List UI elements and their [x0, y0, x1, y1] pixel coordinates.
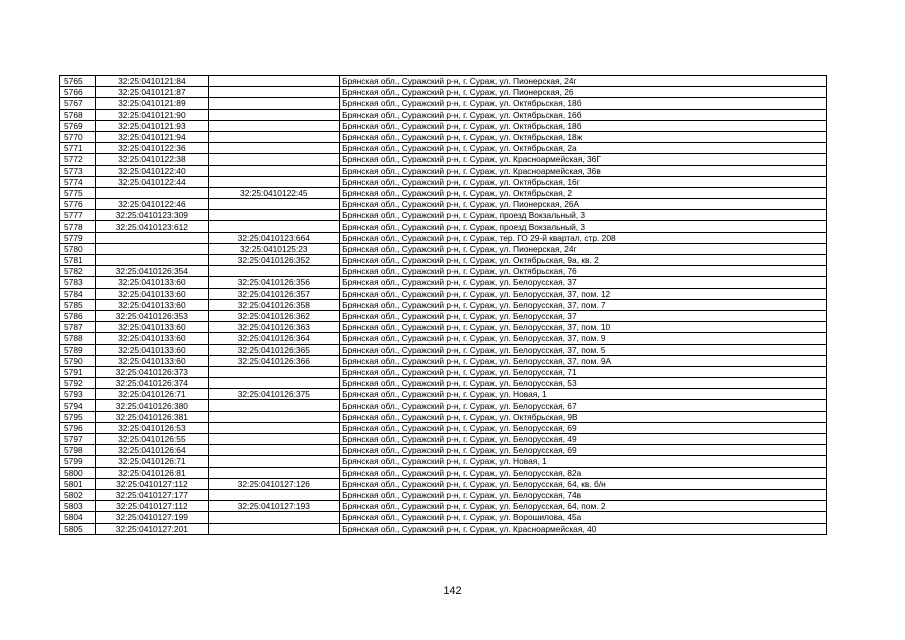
- address-cell: Брянская обл., Суражский р-н, г. Сураж, ул. Белорусская, 37, пом. 9А: [340, 355, 827, 366]
- cadastral-number-cell: 32:25:0410133:60: [96, 288, 208, 299]
- table-row: [60, 76, 827, 87]
- table-row: [60, 87, 827, 98]
- cadastral-number-cell: 32:25:0410123:612: [96, 221, 208, 232]
- row-number-cell: 5796: [60, 422, 96, 433]
- address-cell: Брянская обл., Суражский р-н, г. Сураж, ул. Белорусская, 37, пом. 7: [340, 299, 827, 310]
- cadastral-number-cell: [96, 243, 208, 254]
- table-row: [60, 243, 827, 254]
- row-number-cell: 5779: [60, 232, 96, 243]
- row-number-cell: 5805: [60, 523, 96, 534]
- linked-cadastral-number-cell: 32:25:0410126:358: [208, 299, 340, 310]
- linked-cadastral-number-cell: 32:25:0410122:45: [208, 187, 340, 198]
- address-cell: Брянская обл., Суражский р-н, г. Сураж, ул. Красноармейская, 36в: [340, 165, 827, 176]
- row-number-cell: 5791: [60, 366, 96, 377]
- linked-cadastral-number-cell: [208, 456, 340, 467]
- row-number-cell: 5798: [60, 445, 96, 456]
- linked-cadastral-number-cell: [208, 366, 340, 377]
- row-number-cell: 5765: [60, 76, 96, 87]
- table-row: [60, 434, 827, 445]
- address-cell: Брянская обл., Суражский р-н, г. Сураж, ул. Белорусская, 69: [340, 445, 827, 456]
- address-cell: Брянская обл., Суражский р-н, г. Сураж, ул. Белорусская, 64, кв. б/н: [340, 478, 827, 489]
- row-number-cell: 5782: [60, 266, 96, 277]
- row-number-cell: 5793: [60, 389, 96, 400]
- cadastral-number-cell: 32:25:0410127:112: [96, 501, 208, 512]
- linked-cadastral-number-cell: [208, 467, 340, 478]
- row-number-cell: 5801: [60, 478, 96, 489]
- cadastral-number-cell: 32:25:0410121:89: [96, 98, 208, 109]
- linked-cadastral-number-cell: [208, 445, 340, 456]
- address-cell: Брянская обл., Суражский р-н, г. Сураж, ул. Октябрьская, 2а: [340, 143, 827, 154]
- linked-cadastral-number-cell: [208, 87, 340, 98]
- row-number-cell: 5780: [60, 243, 96, 254]
- row-number-cell: 5792: [60, 378, 96, 389]
- linked-cadastral-number-cell: [208, 176, 340, 187]
- address-cell: Брянская обл., Суражский р-н, г. Сураж, ул. Пионерская, 26А: [340, 199, 827, 210]
- table-row: [60, 176, 827, 187]
- address-cell: Брянская обл., Суражский р-н, г. Сураж, ул. Октябрьская, 76: [340, 266, 827, 277]
- row-number-cell: 5767: [60, 98, 96, 109]
- row-number-cell: 5794: [60, 400, 96, 411]
- linked-cadastral-number-cell: [208, 143, 340, 154]
- table-row: [60, 501, 827, 512]
- row-number-cell: 5797: [60, 434, 96, 445]
- linked-cadastral-number-cell: [208, 221, 340, 232]
- address-cell: Брянская обл., Суражский р-н, г. Сураж, ул. Октябрьская, 16г: [340, 176, 827, 187]
- cadastral-number-cell: 32:25:0410133:60: [96, 322, 208, 333]
- address-cell: Брянская обл., Суражский р-н, г. Сураж, ул. Белорусская, 37, пом. 12: [340, 288, 827, 299]
- cadastral-number-cell: 32:25:0410121:87: [96, 87, 208, 98]
- table-row: [60, 489, 827, 500]
- table-row: [60, 456, 827, 467]
- linked-cadastral-number-cell: 32:25:0410126:363: [208, 322, 340, 333]
- cadastral-number-cell: 32:25:0410126:373: [96, 366, 208, 377]
- row-number-cell: 5774: [60, 176, 96, 187]
- row-number-cell: 5777: [60, 210, 96, 221]
- row-number-cell: 5771: [60, 143, 96, 154]
- cadastral-number-cell: 32:25:0410126:71: [96, 389, 208, 400]
- cadastral-number-cell: 32:25:0410121:84: [96, 76, 208, 87]
- linked-cadastral-number-cell: 32:25:0410126:375: [208, 389, 340, 400]
- cadastral-number-cell: 32:25:0410126:354: [96, 266, 208, 277]
- linked-cadastral-number-cell: [208, 411, 340, 422]
- table-row: [60, 355, 827, 366]
- address-cell: Брянская обл., Суражский р-н, г. Сураж, ул. Белорусская, 37: [340, 277, 827, 288]
- table-row: [60, 478, 827, 489]
- address-cell: Брянская обл., Суражский р-н, г. Сураж, проезд Вокзальный, 3: [340, 210, 827, 221]
- address-cell: Брянская обл., Суражский р-н, г. Сураж, ул. Пионерская, 24г: [340, 243, 827, 254]
- table-row: [60, 131, 827, 142]
- table-row: [60, 210, 827, 221]
- cadastral-number-cell: 32:25:0410127:201: [96, 523, 208, 534]
- cadastral-number-cell: 32:25:0410122:46: [96, 199, 208, 210]
- row-number-cell: 5778: [60, 221, 96, 232]
- table-row: [60, 232, 827, 243]
- address-cell: Брянская обл., Суражский р-н, г. Сураж, ул. Белорусская, 67: [340, 400, 827, 411]
- row-number-cell: 5768: [60, 109, 96, 120]
- linked-cadastral-number-cell: [208, 199, 340, 210]
- table-row: [60, 400, 827, 411]
- cadastral-number-cell: 32:25:0410133:60: [96, 355, 208, 366]
- table-row: [60, 378, 827, 389]
- table-row: [60, 199, 827, 210]
- linked-cadastral-number-cell: [208, 422, 340, 433]
- cadastral-number-cell: 32:25:0410133:60: [96, 333, 208, 344]
- linked-cadastral-number-cell: 32:25:0410126:362: [208, 310, 340, 321]
- cadastral-number-cell: 32:25:0410122:44: [96, 176, 208, 187]
- address-cell: Брянская обл., Суражский р-н, г. Сураж, ул. Белорусская, 37, пом. 10: [340, 322, 827, 333]
- page-number: 142: [443, 585, 462, 597]
- linked-cadastral-number-cell: [208, 165, 340, 176]
- row-number-cell: 5776: [60, 199, 96, 210]
- linked-cadastral-number-cell: [208, 109, 340, 120]
- address-cell: Брянская обл., Суражский р-н, г. Сураж, ул. Октябрьская, 18б: [340, 98, 827, 109]
- row-number-cell: 5786: [60, 310, 96, 321]
- row-number-cell: 5803: [60, 501, 96, 512]
- row-number-cell: 5772: [60, 154, 96, 165]
- table-row: [60, 389, 827, 400]
- cadastral-number-cell: 32:25:0410126:53: [96, 422, 208, 433]
- address-cell: Брянская обл., Суражский р-н, г. Сураж, ул. Белорусская, 37, пом. 9: [340, 333, 827, 344]
- cadastral-number-cell: 32:25:0410121:94: [96, 131, 208, 142]
- address-cell: Брянская обл., Суражский р-н, г. Сураж, ул. Белорусская, 69: [340, 422, 827, 433]
- cadastral-number-cell: [96, 232, 208, 243]
- record-table: [59, 75, 827, 535]
- table-row: [60, 165, 827, 176]
- address-cell: Брянская обл., Суражский р-н, г. Сураж, ул. Октябрьская, 18ж: [340, 131, 827, 142]
- table-row: [60, 255, 827, 266]
- row-number-cell: 5788: [60, 333, 96, 344]
- table-row: [60, 120, 827, 131]
- address-cell: Брянская обл., Суражский р-н, г. Сураж, ул. Белорусская, 82а: [340, 467, 827, 478]
- cadastral-number-cell: 32:25:0410121:93: [96, 120, 208, 131]
- row-number-cell: 5802: [60, 489, 96, 500]
- row-number-cell: 5795: [60, 411, 96, 422]
- address-cell: Брянская обл., Суражский р-н, г. Сураж, ул. Пионерская, 24г: [340, 76, 827, 87]
- address-cell: Брянская обл., Суражский р-н, г. Сураж, ул. Новая, 1: [340, 389, 827, 400]
- linked-cadastral-number-cell: 32:25:0410123:664: [208, 232, 340, 243]
- address-cell: Брянская обл., Суражский р-н, г. Сураж, ул. Ворошилова, 45а: [340, 512, 827, 523]
- row-number-cell: 5804: [60, 512, 96, 523]
- cadastral-number-cell: [96, 187, 208, 198]
- table-row: [60, 288, 827, 299]
- linked-cadastral-number-cell: 32:25:0410126:356: [208, 277, 340, 288]
- cadastral-number-cell: [96, 255, 208, 266]
- row-number-cell: 5769: [60, 120, 96, 131]
- linked-cadastral-number-cell: 32:25:0410126:357: [208, 288, 340, 299]
- table-row: [60, 344, 827, 355]
- cadastral-number-cell: 32:25:0410122:40: [96, 165, 208, 176]
- table-row: [60, 266, 827, 277]
- row-number-cell: 5789: [60, 344, 96, 355]
- address-cell: Брянская обл., Суражский р-н, г. Сураж, ул. Белорусская, 64, пом. 2: [340, 501, 827, 512]
- address-cell: Брянская обл., Суражский р-н, г. Сураж, ул. Пионерская, 26: [340, 87, 827, 98]
- row-number-cell: 5781: [60, 255, 96, 266]
- linked-cadastral-number-cell: 32:25:0410127:126: [208, 478, 340, 489]
- table-row: [60, 411, 827, 422]
- row-number-cell: 5773: [60, 165, 96, 176]
- linked-cadastral-number-cell: [208, 210, 340, 221]
- row-number-cell: 5799: [60, 456, 96, 467]
- linked-cadastral-number-cell: [208, 154, 340, 165]
- cadastral-number-cell: 32:25:0410126:353: [96, 310, 208, 321]
- cadastral-number-cell: 32:25:0410121:90: [96, 109, 208, 120]
- address-cell: Брянская обл., Суражский р-н, г. Сураж, ул. Белорусская, 71: [340, 366, 827, 377]
- table-row: [60, 333, 827, 344]
- row-number-cell: 5787: [60, 322, 96, 333]
- table-row: [60, 143, 827, 154]
- table-row: [60, 277, 827, 288]
- record-table-body: [60, 76, 827, 535]
- table-row: [60, 422, 827, 433]
- table-row: [60, 299, 827, 310]
- cadastral-number-cell: 32:25:0410126:64: [96, 445, 208, 456]
- address-cell: Брянская обл., Суражский р-н, г. Сураж, тер. ГО 29-й квартал, стр. 208: [340, 232, 827, 243]
- linked-cadastral-number-cell: [208, 434, 340, 445]
- address-cell: Брянская обл., Суражский р-н, г. Сураж, ул. Октябрьская, 9а, кв. 2: [340, 255, 827, 266]
- row-number-cell: 5766: [60, 87, 96, 98]
- row-number-cell: 5770: [60, 131, 96, 142]
- linked-cadastral-number-cell: [208, 378, 340, 389]
- table-row: [60, 523, 827, 534]
- table-row: [60, 98, 827, 109]
- table-row: [60, 310, 827, 321]
- table-row: [60, 154, 827, 165]
- table-row: [60, 187, 827, 198]
- cadastral-number-cell: 32:25:0410126:380: [96, 400, 208, 411]
- row-number-cell: 5775: [60, 187, 96, 198]
- table-row: [60, 467, 827, 478]
- linked-cadastral-number-cell: [208, 523, 340, 534]
- linked-cadastral-number-cell: 32:25:0410126:352: [208, 255, 340, 266]
- address-cell: Брянская обл., Суражский р-н, г. Сураж, ул. Красноармейская, 40: [340, 523, 827, 534]
- address-cell: Брянская обл., Суражский р-н, г. Сураж, ул. Белорусская, 37: [340, 310, 827, 321]
- linked-cadastral-number-cell: [208, 512, 340, 523]
- table-row: [60, 366, 827, 377]
- address-cell: Брянская обл., Суражский р-н, г. Сураж, ул. Октябрьская, 2: [340, 187, 827, 198]
- linked-cadastral-number-cell: [208, 489, 340, 500]
- cadastral-number-cell: 32:25:0410133:60: [96, 344, 208, 355]
- row-number-cell: 5785: [60, 299, 96, 310]
- linked-cadastral-number-cell: [208, 120, 340, 131]
- cadastral-number-cell: 32:25:0410126:55: [96, 434, 208, 445]
- address-cell: Брянская обл., Суражский р-н, г. Сураж, ул. Белорусская, 53: [340, 378, 827, 389]
- row-number-cell: 5790: [60, 355, 96, 366]
- cadastral-number-cell: 32:25:0410133:60: [96, 299, 208, 310]
- address-cell: Брянская обл., Суражский р-н, г. Сураж, ул. Белорусская, 37, пом. 5: [340, 344, 827, 355]
- linked-cadastral-number-cell: [208, 131, 340, 142]
- cadastral-number-cell: 32:25:0410127:112: [96, 478, 208, 489]
- cadastral-number-cell: 32:25:0410126:381: [96, 411, 208, 422]
- linked-cadastral-number-cell: 32:25:0410125:23: [208, 243, 340, 254]
- row-number-cell: 5800: [60, 467, 96, 478]
- address-cell: Брянская обл., Суражский р-н, г. Сураж, ул. Октябрьская, 16б: [340, 109, 827, 120]
- address-cell: Брянская обл., Суражский р-н, г. Сураж, ул. Белорусская, 49: [340, 434, 827, 445]
- cadastral-number-cell: 32:25:0410133:60: [96, 277, 208, 288]
- linked-cadastral-number-cell: [208, 76, 340, 87]
- address-cell: Брянская обл., Суражский р-н, г. Сураж, ул. Октябрьская, 9В: [340, 411, 827, 422]
- table-row: [60, 322, 827, 333]
- linked-cadastral-number-cell: [208, 98, 340, 109]
- cadastral-number-cell: 32:25:0410126:374: [96, 378, 208, 389]
- cadastral-number-cell: 32:25:0410126:71: [96, 456, 208, 467]
- address-cell: Брянская обл., Суражский р-н, г. Сураж, ул. Красноармейская, 36Г: [340, 154, 827, 165]
- cadastral-number-cell: 32:25:0410127:177: [96, 489, 208, 500]
- cadastral-number-cell: 32:25:0410122:38: [96, 154, 208, 165]
- cadastral-number-cell: 32:25:0410127:199: [96, 512, 208, 523]
- linked-cadastral-number-cell: 32:25:0410127:193: [208, 501, 340, 512]
- address-cell: Брянская обл., Суражский р-н, г. Сураж, ул. Новая, 1: [340, 456, 827, 467]
- table-row: [60, 445, 827, 456]
- cadastral-number-cell: 32:25:0410126:81: [96, 467, 208, 478]
- linked-cadastral-number-cell: 32:25:0410126:364: [208, 333, 340, 344]
- cadastral-number-cell: 32:25:0410122:36: [96, 143, 208, 154]
- table-row: [60, 109, 827, 120]
- linked-cadastral-number-cell: 32:25:0410126:365: [208, 344, 340, 355]
- cadastral-number-cell: 32:25:0410123:309: [96, 210, 208, 221]
- row-number-cell: 5783: [60, 277, 96, 288]
- address-cell: Брянская обл., Суражский р-н, г. Сураж, ул. Белорусская, 74в: [340, 489, 827, 500]
- address-cell: Брянская обл., Суражский р-н, г. Сураж, ул. Октябрьская, 18б: [340, 120, 827, 131]
- row-number-cell: 5784: [60, 288, 96, 299]
- table-row: [60, 512, 827, 523]
- linked-cadastral-number-cell: [208, 400, 340, 411]
- linked-cadastral-number-cell: 32:25:0410126:366: [208, 355, 340, 366]
- linked-cadastral-number-cell: [208, 266, 340, 277]
- address-cell: Брянская обл., Суражский р-н, г. Сураж, проезд Вокзальный, 3: [340, 221, 827, 232]
- table-row: [60, 221, 827, 232]
